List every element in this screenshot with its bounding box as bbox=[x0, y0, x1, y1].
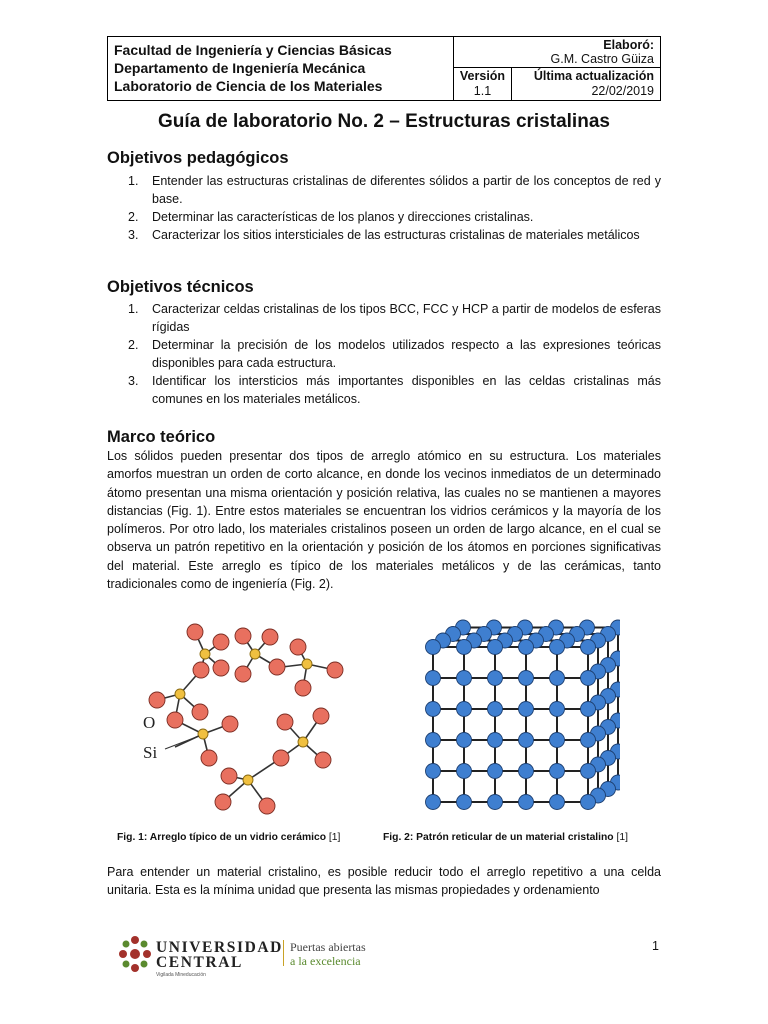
version-cell bbox=[454, 68, 512, 100]
lattice-atom bbox=[581, 640, 596, 655]
university-name-line1: UNIVERSIDAD bbox=[156, 939, 283, 956]
figure2-caption bbox=[383, 832, 628, 843]
lattice-atom bbox=[457, 764, 472, 779]
unit-cell-paragraph: Para entender un material cristalino, es posible reducir todo el arreglo repetitivo a una celda unitaria. Esta es la mínima unidad que presenta las mismas propiedades y ordenamiento bbox=[107, 865, 661, 898]
header-meta bbox=[454, 37, 660, 100]
lattice-atom bbox=[426, 702, 441, 717]
list-item bbox=[107, 372, 661, 408]
lattice-atom bbox=[457, 795, 472, 810]
section-title-technical: Objetivos técnicos bbox=[107, 278, 254, 296]
theory-paragraph: Los sólidos pueden presentar dos tipos de arreglo atómico en su estructura. Los materiales amorfos muestran un orden de corto alcance, en donde los vecinos inmediatos de un determinado átomo presentan una misma orientación y posición relativa, las cuales no se mantienen a mayores distancias (Fig. 1). Entre estos materiales se encuentran los vidrios cerámicos y la mayoría de los polímeros. Por otro lado, los materiales cristalinos poseen un orden de largo alcance, en el cual se observa un patrón repetitivo en la orientación y posición de los átomos en porciones significativas del material. Este arreglo es típico de los materiales metálicos y de las cerámicas, tanto tradicionales como de ingeniería (Fig. 2). bbox=[107, 449, 661, 592]
lattice-atom bbox=[550, 640, 565, 655]
lattice-atom bbox=[550, 764, 565, 779]
list-number: 2. bbox=[128, 338, 139, 352]
lattice-atom bbox=[457, 733, 472, 748]
list-number: 2. bbox=[128, 210, 139, 224]
lattice-atom bbox=[488, 640, 503, 655]
list-text: Caracterizar los sitios intersticiales de las estructuras cristalinas de materiales metálicos bbox=[152, 228, 640, 242]
lattice-atom bbox=[488, 764, 503, 779]
lattice-atom bbox=[488, 795, 503, 810]
list-item bbox=[107, 336, 661, 372]
lattice-atom bbox=[457, 702, 472, 717]
lattice-atom bbox=[581, 671, 596, 686]
pedagogical-list bbox=[107, 172, 661, 244]
technical-list bbox=[107, 300, 661, 408]
silicon-label: Si bbox=[143, 743, 158, 762]
figure2-reference: [1] bbox=[616, 832, 628, 843]
slogan-line2: a la excelencia bbox=[290, 954, 361, 968]
version-row bbox=[454, 68, 660, 100]
lattice-atom bbox=[550, 733, 565, 748]
version-value: 1.1 bbox=[473, 84, 492, 98]
lattice-atom bbox=[488, 702, 503, 717]
lattice-atom bbox=[426, 764, 441, 779]
lattice-atom bbox=[426, 640, 441, 655]
lattice-atom bbox=[550, 702, 565, 717]
author-value: G.M. Castro Güiza bbox=[550, 52, 654, 66]
header-institution bbox=[108, 37, 454, 100]
slogan-line1: Puertas abiertas bbox=[290, 940, 366, 954]
lattice-atom bbox=[581, 702, 596, 717]
oxygen-atoms bbox=[149, 624, 343, 814]
list-item bbox=[107, 226, 661, 244]
figure1-reference: [1] bbox=[328, 832, 341, 843]
department-name: Departamento de Ingeniería Mecánica bbox=[114, 60, 366, 76]
update-label: Última actualización bbox=[533, 69, 654, 83]
lattice-atom bbox=[519, 795, 534, 810]
section-title-pedagogical: Objetivos pedagógicos bbox=[107, 149, 289, 167]
lattice-atom bbox=[581, 733, 596, 748]
oxygen-label: O bbox=[143, 713, 156, 732]
university-subtitle: Vigilada Mineducación bbox=[156, 972, 206, 978]
lattice-atom bbox=[519, 733, 534, 748]
lattice-atom bbox=[426, 671, 441, 686]
university-logo-icon bbox=[118, 934, 152, 974]
figure1-caption bbox=[117, 832, 340, 843]
update-value: 22/02/2019 bbox=[591, 84, 654, 98]
lattice-atom bbox=[426, 733, 441, 748]
list-text: Identificar los intersticios más importantes disponibles en las celdas cristalinas más comunes en los materiales metálicos. bbox=[152, 374, 661, 406]
faculty-name: Facultad de Ingeniería y Ciencias Básicas bbox=[114, 42, 392, 58]
lattice-atom bbox=[550, 671, 565, 686]
lattice-atom bbox=[519, 640, 534, 655]
lattice-atom bbox=[581, 795, 596, 810]
lattice-atom bbox=[581, 764, 596, 779]
list-item bbox=[107, 172, 661, 208]
list-text: Determinar las características de los planos y direcciones cristalinas. bbox=[152, 210, 534, 224]
university-slogan bbox=[290, 940, 366, 968]
lattice-atom bbox=[426, 795, 441, 810]
list-item bbox=[107, 208, 661, 226]
lattice-atom bbox=[550, 795, 565, 810]
lattice-atom bbox=[488, 733, 503, 748]
page-number: 1 bbox=[652, 939, 659, 953]
figure-amorphous-glass bbox=[135, 612, 360, 822]
university-name-line2: CENTRAL bbox=[156, 954, 243, 971]
header-table bbox=[107, 36, 661, 101]
lattice-atom bbox=[519, 764, 534, 779]
document-title: Guía de laboratorio No. 2 – Estructuras cristalinas bbox=[158, 111, 610, 132]
lattice-atom bbox=[519, 671, 534, 686]
footer-divider bbox=[283, 940, 284, 966]
figure-crystal-lattice bbox=[415, 612, 620, 812]
list-number: 1. bbox=[128, 302, 139, 316]
author-cell bbox=[454, 37, 660, 68]
author-label: Elaboró: bbox=[603, 38, 654, 52]
laboratory-name: Laboratorio de Ciencia de los Materiales bbox=[114, 78, 383, 94]
list-text: Entender las estructuras cristalinas de diferentes sólidos a partir de los conceptos de red y base. bbox=[152, 174, 661, 206]
list-item bbox=[107, 300, 661, 336]
list-text: Caracterizar celdas cristalinas de los tipos BCC, FCC y HCP a partir de modelos de esferas rígidas bbox=[152, 302, 661, 334]
section-title-theory: Marco teórico bbox=[107, 428, 216, 446]
lattice-atom bbox=[457, 671, 472, 686]
version-label: Versión bbox=[459, 69, 506, 83]
list-number: 3. bbox=[128, 374, 139, 388]
list-number: 1. bbox=[128, 174, 139, 188]
lattice-atom bbox=[457, 640, 472, 655]
figure1-caption-label: Fig. 1: Arreglo típico de un vidrio cerámico bbox=[117, 832, 327, 843]
lattice-atom bbox=[488, 671, 503, 686]
silicon-pointer bbox=[165, 736, 199, 749]
figure2-caption-label: Fig. 2: Patrón reticular de un material cristalino bbox=[383, 832, 614, 843]
list-text: Determinar la precisión de los modelos utilizados respecto a las expresiones teóricas disponibles para cada estructura. bbox=[152, 338, 661, 370]
list-number: 3. bbox=[128, 228, 139, 242]
lattice-group bbox=[426, 620, 621, 810]
lattice-atom bbox=[519, 702, 534, 717]
